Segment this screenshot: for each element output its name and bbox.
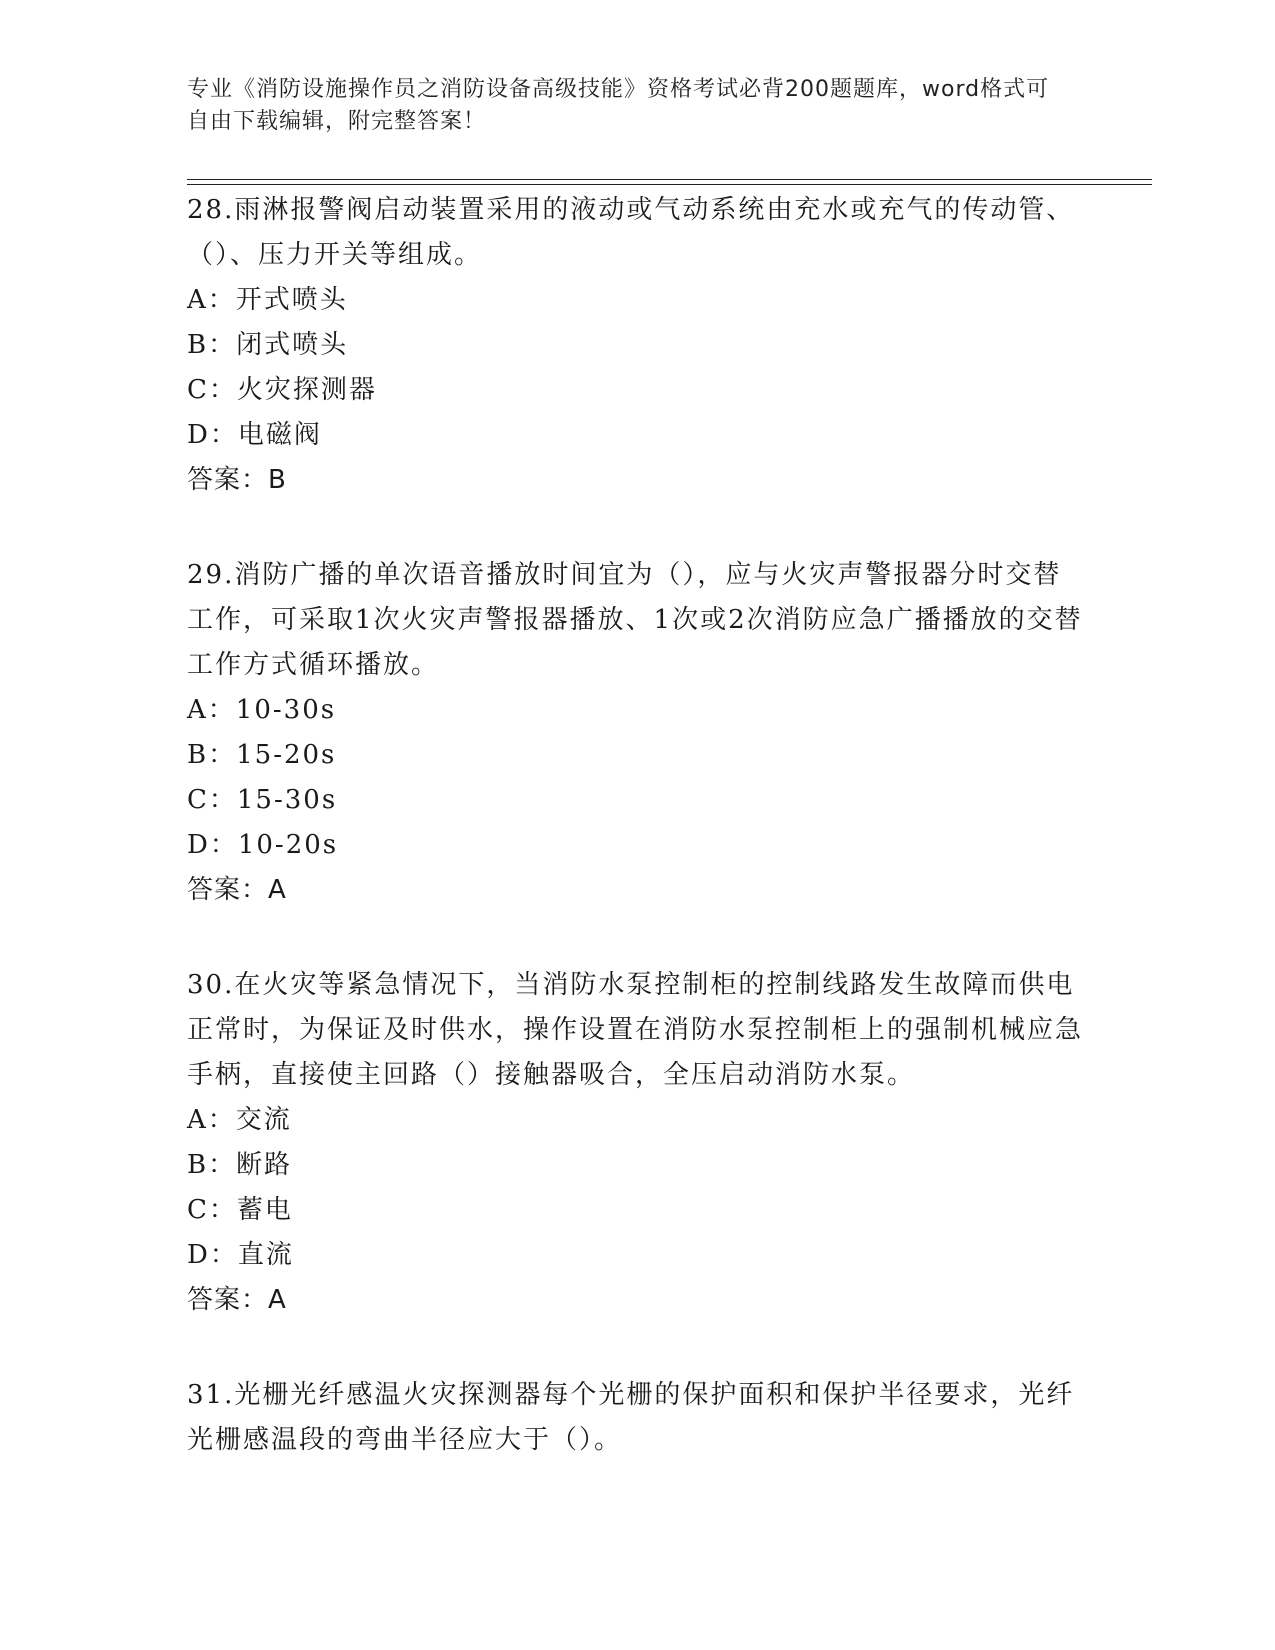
document-header: 专业《消防设施操作员之消防设备高级技能》资格考试必背200题题库，word格式可自由下载编辑，附完整答案！ (187, 77, 1050, 134)
option-b: B：闭式喷头 (187, 330, 349, 360)
question-29 (187, 553, 1087, 913)
option-a: A：开式喷头 (187, 285, 348, 315)
question-stem: 31.光栅光纤感温火灾探测器每个光栅的保护面积和保护半径要求，光纤光栅感温段的弯曲半径应大于（）。 (187, 1380, 1075, 1455)
option-a: A：10-30s (187, 695, 337, 725)
option-d: D：10-20s (187, 830, 339, 860)
question-stem: 30.在火灾等紧急情况下，当消防水泵控制柜的控制线路发生故障而供电正常时，为保证及时供水，操作设置在消防水泵控制柜上的强制机械应急手柄，直接使主回路（）接触器吸合，全压启动消防水泵。 (187, 970, 1084, 1090)
option-c: C：蓄电 (187, 1195, 293, 1225)
option-a: A：交流 (187, 1105, 292, 1135)
question-28 (187, 188, 1087, 503)
option-b: B：15-20s (187, 740, 337, 770)
option-d: D：直流 (187, 1240, 294, 1270)
question-31 (187, 1373, 1087, 1463)
answer: 答案：B (187, 465, 287, 495)
option-d: D：电磁阀 (187, 420, 322, 450)
option-b: B：断路 (187, 1150, 293, 1180)
question-30 (187, 963, 1087, 1323)
option-c: C：火灾探测器 (187, 375, 377, 405)
question-stem: 29.消防广播的单次语音播放时间宜为（），应与火灾声警报器分时交替工作，可采取1次火灾声警报器播放、1次或2次消防应急广播播放的交替工作方式循环播放。 (187, 560, 1083, 680)
answer: 答案：A (187, 1285, 287, 1315)
answer: 答案：A (187, 875, 287, 905)
question-stem: 28.雨淋报警阀启动装置采用的液动或气动系统由充水或充气的传动管、（）、压力开关等组成。 (187, 195, 1075, 270)
option-c: C：15-30s (187, 785, 338, 815)
header-divider-top (187, 179, 1152, 180)
header-divider-bottom (187, 184, 1152, 185)
